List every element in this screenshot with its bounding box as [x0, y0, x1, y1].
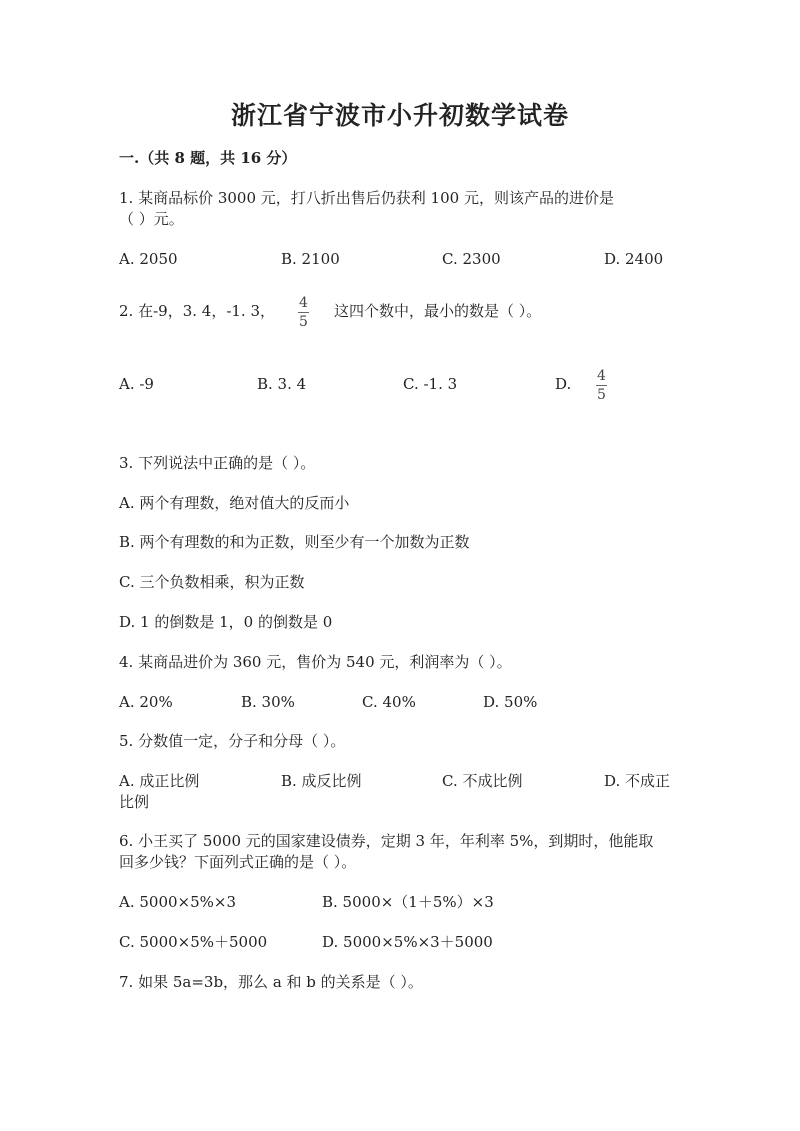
- q2-option-d-numerator: 4: [597, 368, 606, 384]
- q5-option-b: B. 成反比例: [281, 772, 362, 790]
- q3-option-b: B. 两个有理数的和为正数，则至少有一个加数为正数: [119, 533, 470, 551]
- q5-option-a: A. 成正比例: [119, 772, 200, 790]
- q5-option-c: C. 不成比例: [442, 772, 523, 790]
- section-heading: 一.（共 8 题，共 16 分）: [119, 149, 297, 167]
- q2-fraction: [298, 296, 309, 329]
- q1-option-c: C. 2300: [442, 250, 501, 268]
- q2-fraction-denominator: 5: [299, 314, 308, 330]
- page-title: 浙江省宁波市小升初数学试卷: [230, 101, 569, 130]
- q2-option-a: A. -9: [119, 375, 154, 393]
- q6-option-a: A. 5000×5%×3: [119, 893, 237, 911]
- q5-option-d-wrap: 比例: [119, 793, 150, 811]
- fraction-bar: [298, 312, 309, 313]
- fraction-bar: [596, 385, 607, 386]
- q6-stem-line2: 回多少钱？下面列式正确的是（ ）。: [119, 853, 357, 871]
- q2-option-d-denominator: 5: [597, 387, 606, 403]
- q2-option-d: D.: [555, 375, 572, 393]
- q4-option-d: D. 50%: [483, 693, 538, 711]
- q4-option-b: B. 30%: [241, 693, 295, 711]
- q2-stem-before: 2. 在-9，3. 4，-1. 3，: [119, 302, 276, 320]
- q1-stem-line1: 1. 某商品标价 3000 元，打八折出售后仍获利 100 元，则该产品的进价是: [119, 189, 614, 207]
- q2-option-d-fraction: [596, 369, 607, 402]
- q3-option-a: A. 两个有理数，绝对值大的反而小: [119, 494, 350, 512]
- q5-option-d: D. 不成正: [604, 772, 671, 790]
- q6-option-d: D. 5000×5%×3＋5000: [322, 933, 493, 951]
- q2-stem-after: 这四个数中，最小的数是（ ）。: [334, 302, 542, 320]
- q1-option-b: B. 2100: [281, 250, 340, 268]
- q4-option-c: C. 40%: [362, 693, 416, 711]
- q6-stem-line1: 6. 小王买了 5000 元的国家建设债券，定期 3 年，年利率 5%，到期时，他能取: [119, 832, 654, 850]
- q2-option-c: C. -1. 3: [403, 375, 458, 393]
- q5-stem: 5. 分数值一定，分子和分母（ ）。: [119, 732, 346, 750]
- q4-option-a: A. 20%: [119, 693, 173, 711]
- q1-option-d: D. 2400: [604, 250, 664, 268]
- q2-fraction-numerator: 4: [299, 295, 308, 311]
- q3-stem: 3. 下列说法中正确的是（ ）。: [119, 454, 316, 472]
- q6-option-c: C. 5000×5%＋5000: [119, 933, 268, 951]
- q1-option-a: A. 2050: [119, 250, 178, 268]
- q3-option-c: C. 三个负数相乘，积为正数: [119, 573, 305, 591]
- q7-stem: 7. 如果 5a=3b，那么 a 和 b 的关系是（ ）。: [119, 973, 423, 991]
- q2-option-b: B. 3. 4: [257, 375, 307, 393]
- q6-option-b: B. 5000×（1＋5%）×3: [322, 893, 494, 911]
- q1-stem-line2: （ ）元。: [119, 210, 184, 228]
- q4-stem: 4. 某商品进价为 360 元，售价为 540 元，利润率为（ ）。: [119, 653, 512, 671]
- q3-option-d: D. 1 的倒数是 1，0 的倒数是 0: [119, 613, 333, 631]
